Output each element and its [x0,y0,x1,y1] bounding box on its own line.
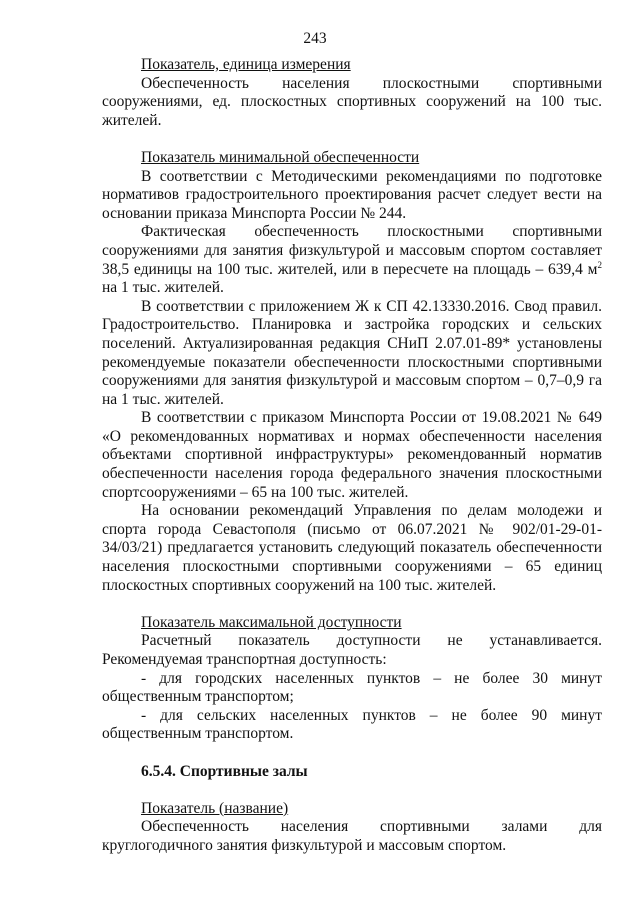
list-item: - для сельских населенных пунктов – не более 90 минут общественным транспортом. [102,706,602,743]
heading-unit: Показатель, единица измерения [141,56,351,73]
paragraph-tail: на 1 тыс. жителей. [102,279,224,297]
document-body [102,56,602,856]
paragraph-text: Фактическая обеспеченность плоскостными спортивными сооружениями для занятия физкультурой и массовым спортом составляет 38,5 единицы на 100 тыс. жителей, или в пересчете на площадь – 639,4 м [102,223,602,278]
heading-indicator-name: Показатель (название) [141,799,289,817]
paragraph: В соответствии с приложением Ж к СП 42.13330.2016. Свод правил. Градостроительство. Планировка и застройка городских и сельских поселений. Актуализированная редакция СНиП 2.07.01-89* установлены рекомендуемые показатели обеспеченности плоскостными спортивными сооружениями для занятия физкультурой и массовым спортом – 0,7–0,9 га на 1 тыс. жителей. [102,297,602,408]
paragraph: В соответствии с приказом Минспорта России от 19.08.2021 № 649 «О рекомендованных нормативах и нормах обеспеченности населения объектами спортивной инфраструктуры» рекомендованный норматив обеспеченности населения города федерального значения плоскостными спортсооружениями – 65 на 100 тыс. жителей. [102,409,602,501]
paragraph: Расчетный показатель доступности не устанавливается. Рекомендуемая транспортная доступность: [102,632,602,668]
page-number: 243 [303,30,327,47]
paragraph: В соответствии с Методическими рекомендациями по подготовке нормативов градостроительного проектирования расчет следует вести на основании приказа Минспорта России № 244. [102,167,602,222]
heading-max-accessibility: Показатель максимальной доступности [141,613,402,631]
list-item: - для городских населенных пунктов – не более 30 минут общественным транспортом; [102,669,602,706]
paragraph: Обеспеченность населения спортивными залами для круглогодичного занятия физкультурой и массовым спортом. [102,818,602,854]
paragraph: На основании рекомендаций Управления по делам молодежи и спорта города Севастополя (письмо от 06.07.2021 № 902/01-29-01-34/03/21) предлагается установить следующий показатель обеспеченности населения плоскостными спортивными сооружениями – 65 единиц плоскостных спортивных сооружений на 100 тыс. жителей. [102,502,602,594]
heading-min-provision: Показатель минимальной обеспеченности [141,148,420,166]
paragraph [102,223,602,297]
superscript: 2 [597,259,602,270]
paragraph: Обеспеченность населения плоскостными спортивными сооружениями, ед. плоскостных спортивных сооружений на 100 тыс. жителей. [102,74,602,129]
section-title: 6.5.4. Спортивные залы [141,762,308,780]
